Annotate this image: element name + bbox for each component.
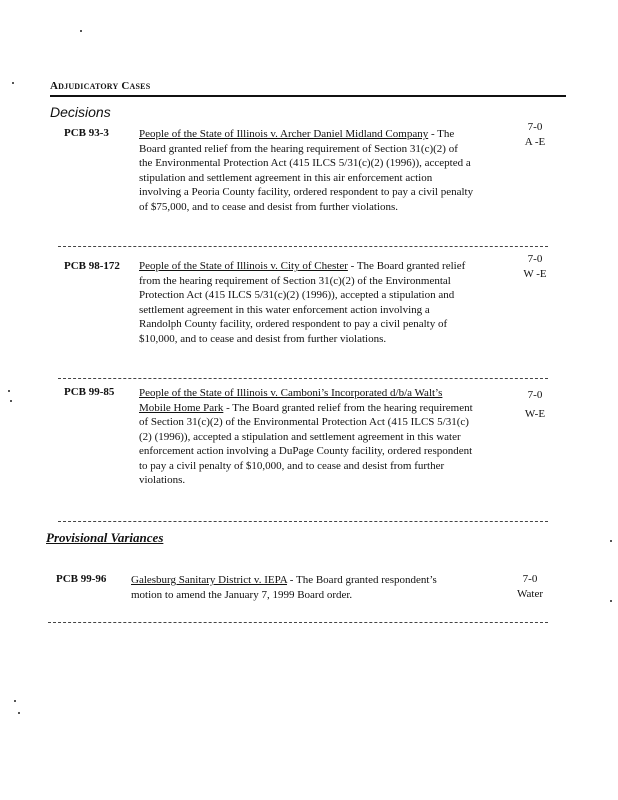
- case-number: PCB 93-3: [64, 127, 109, 139]
- scan-speck: [18, 712, 20, 714]
- scan-speck: [80, 30, 82, 32]
- scan-speck: [10, 400, 12, 402]
- case-caption: People of the State of Illinois v. Camboni’s Incorporated d/b/a Walt’s Mobile Home Park: [139, 387, 443, 414]
- header-rule: [50, 95, 566, 97]
- section-title-provisional-variances: Provisional Variances: [46, 530, 164, 545]
- case-description: [139, 259, 474, 346]
- case-description: [139, 386, 474, 488]
- case-text: - The Board granted respondent’s motion to amend the January 7, 1999 Board order.: [131, 574, 437, 601]
- case-type: Water: [517, 588, 543, 600]
- case-number: PCB 99-96: [56, 573, 107, 585]
- case-vote: [505, 572, 555, 602]
- scan-speck: [8, 390, 10, 392]
- case-text: - The Board granted relief from the hearing requirement of Section 31(c)(2) of the Environmental Protection Act (415 ILCS 5/31(c)(2) (1996)), accepted a stipulation and settlement agreement in this air enforcement action involving a Peoria County facility, ordered respondent to pay a civil penalty of $75,000, and to cease and desist from further violations.: [139, 128, 474, 213]
- case-caption: Galesburg Sanitary District v. IEPA: [131, 574, 288, 586]
- case-number: PCB 99-85: [64, 386, 115, 398]
- case-type: W -E: [523, 268, 547, 280]
- case-description: [131, 573, 456, 602]
- case-number: PCB 98-172: [64, 260, 120, 272]
- case-description: [139, 127, 474, 214]
- case-divider: [48, 622, 548, 623]
- case-type: A -E: [524, 136, 546, 148]
- scan-speck: [610, 540, 612, 542]
- section-title-decisions: Decisions: [50, 104, 111, 120]
- vote-count: 7-0: [527, 389, 543, 401]
- scan-speck: [14, 700, 16, 702]
- case-divider: [58, 378, 548, 379]
- scan-speck: [610, 600, 612, 602]
- case-divider: [58, 246, 548, 247]
- case-vote: [510, 120, 560, 150]
- case-vote: [510, 252, 560, 282]
- case-caption: People of the State of Illinois v. Archer Daniel Midland Company: [139, 128, 429, 140]
- scan-speck: [12, 82, 14, 84]
- vote-count: 7-0: [522, 573, 538, 585]
- case-text: - The Board granted relief from the hearing requirement of Section 31(c)(2) of the Environmental Protection Act (415 ILCS 5/31(c)(2) (1996)), accepted a stipulation and settlement agreement in this water enforcement action involving a Randolph County facility, ordered respondent to pay a civil penalty of $10,000, and to cease and desist from further violations.: [139, 260, 466, 345]
- case-type: W-E: [524, 408, 546, 420]
- case-caption: People of the State of Illinois v. City of Chester: [139, 260, 348, 272]
- case-vote: [510, 386, 560, 424]
- vote-count: 7-0: [527, 253, 543, 265]
- page-header: Adjudicatory Cases: [50, 80, 151, 92]
- case-text: - The Board granted relief from the hearing requirement of Section 31(c)(2) of the Environmental Protection Act (415 ILCS 5/31(c)(2) (1996)), accepted a stipulation and settlement agreement in this water enforcement action involving a DuPage County facility, ordered respondent to pay a civil penalty of $10,000, and to cease and desist from further violations.: [139, 401, 473, 486]
- case-divider: [58, 521, 548, 522]
- vote-count: 7-0: [527, 121, 543, 133]
